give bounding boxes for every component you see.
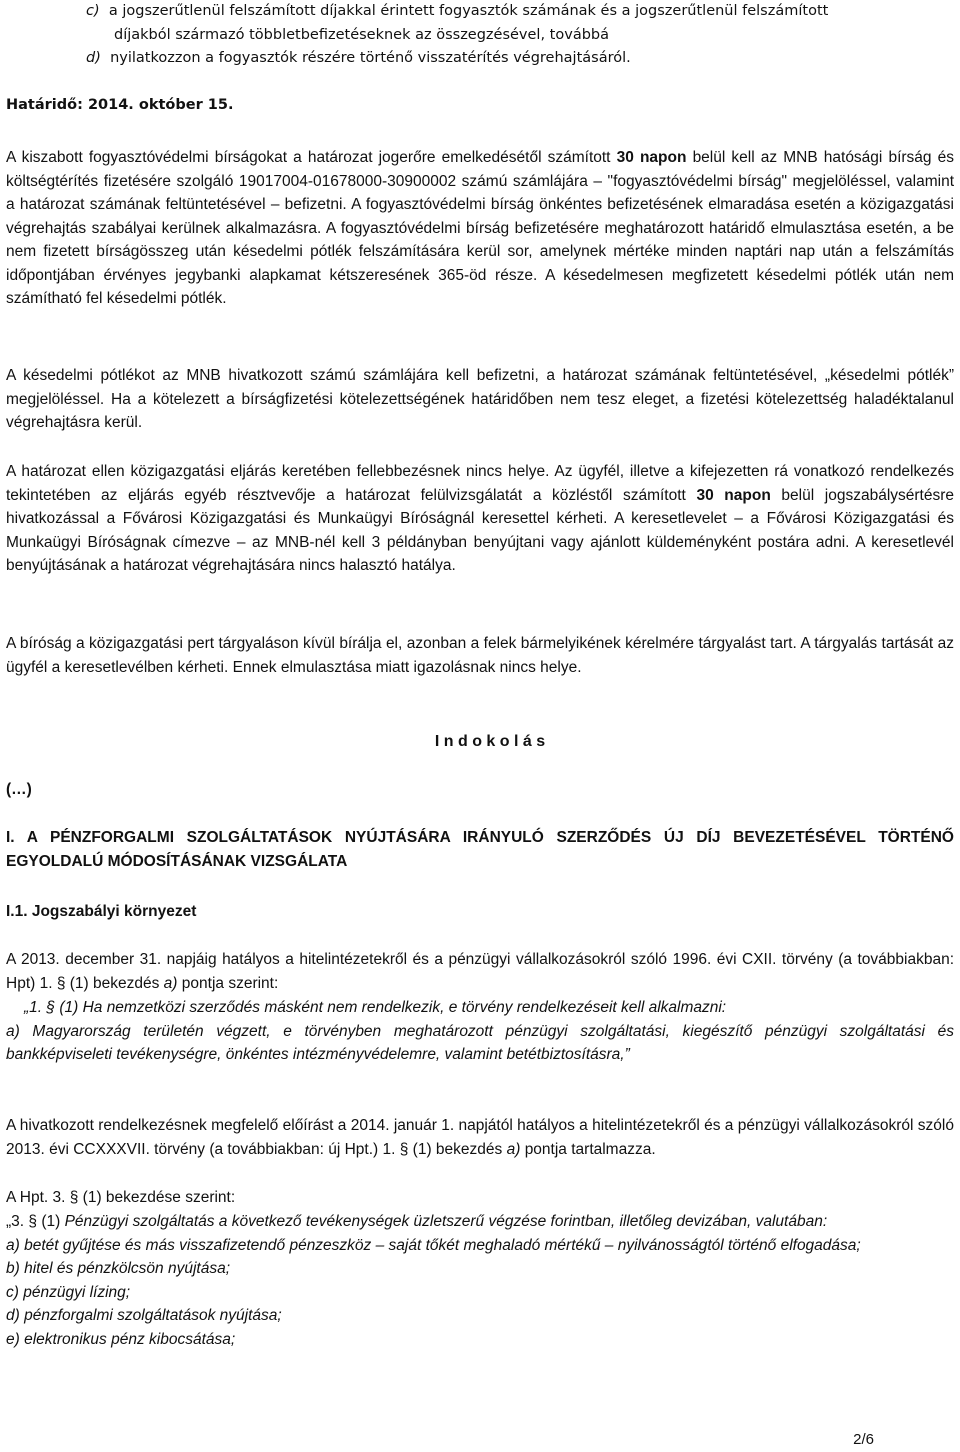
- item-label: c): [86, 3, 100, 19]
- item-text-cont: díjakból származó többletbefizetéseknek az összegzésével, továbbá: [114, 26, 609, 43]
- paragraph: A határozat ellen közigazgatási eljárás keretében fellebbezésnek nincs helye. Az ügyfél, illetve a kifejezetten rá vonatkozó rendelkezés tekintetében az eljárás egyéb résztvevője a határozat felülvizsgálatát a közléstől számított 30 napon belül jogszabálysértésre hivatkozással a Fővárosi Közigazgatási és Munkaügyi Bíróságnál keresettel kérheti. A keresetlevelet – a Fővárosi Közigazgatási és Munkaügyi Bíróságnak címezve – az MNB-nél kell 3 példányban benyújtani vagy ajánlott küldeményként postára adni. A keresetlevél benyújtásának a határozat végrehajtására nincs halasztó hatálya.: [6, 463, 955, 574]
- page-number: 2/6: [853, 1431, 874, 1448]
- paragraph: A kiszabott fogyasztóvédelmi bírságokat a határozat jogerőre emelkedésétől számított 30 napon belül kell az MNB hatósági bírság és költségtérítés fizetésére szolgáló 19017004-01678000-30900002 számú számlájára – "fogyasztóvédelmi bírság" megjelöléssel, valamint a határozat számának feltüntetésével – befizetni. A fogyasztóvédelmi bírság önkéntes befizetésének elmaradása esetén a közigazgatási végrehajtás szabályai kerülnek alkalmazásra. A fogyasztóvédelmi bírság befizetésére meghatározott határidő elmulasztása esetén, a be nem fizetett bírságösszeg után késedelmi pótlék felszámítására kerül sor, amelynek mértéke minden naptári nap után a felszámítás időpontjában érvényes jegybanki alapkamat kétszeresének 365-öd része. A késedelmesen megfizetett késedelmi pótlék után nem számítható fel késedelmi pótlék.: [6, 149, 955, 307]
- list-item: b) hitel és pénzkölcsön nyújtása;: [6, 1260, 231, 1277]
- item-text: a jogszerűtlenül felszámított díjakkal érintett fogyasztók számának és a jogszerűtlenül felszámított: [108, 3, 829, 19]
- item-text: nyilatkozzon a fogyasztók részére történő visszatérítés végrehajtásáról.: [110, 50, 631, 66]
- list-item: a) betét gyűjtése és más visszafizetendő pénzeszköz – saját tőkét meghaladó mértékű – nyilvánosságtól történő elfogadása;: [6, 1236, 861, 1254]
- list-item-d: [86, 47, 954, 71]
- subsection-title: I.1. Jogszabályi környezet: [6, 903, 197, 920]
- list-item: d) pénzforgalmi szolgáltatások nyújtása;: [6, 1307, 282, 1324]
- quote-line: „3. § (1) Pénzügyi szolgáltatás a következő tevékenységek üzletszerű végzése forintban, illetőleg devizában, valutában:: [6, 1213, 828, 1230]
- indoklas-heading: I n d o k o l á s: [434, 733, 546, 750]
- section-title: I. A PÉNZFORGALMI SZOLGÁLTATÁSOK NYÚJTÁSÁRA IRÁNYULÓ SZERZŐDÉS ÚJ DÍJ BEVEZETÉSÉVEL TÖRTÉNŐ EGYOLDALÚ MÓDOSÍTÁSÁNAK VIZSGÁLATA: [6, 829, 954, 870]
- list-item-c: [86, 0, 954, 71]
- quote-line: a) Magyarország területén végzett, e törvényben meghatározott pénzügyi szolgáltatási, kiegészítő pénzügyi szolgáltatási és bankképviseleti tevékenységre, önkéntes intézményvédelemre, valamint betétbiztosításra,”: [6, 1022, 954, 1063]
- item-label: d): [86, 50, 101, 66]
- list-item: c) pénzügyi lízing;: [6, 1283, 131, 1301]
- quote-block: [6, 1210, 954, 1351]
- paragraph: A bíróság a közigazgatási pert tárgyaláson kívül bírálja el, azonban a felek bármelyikének kérelmére tárgyalást tart. A tárgyalás tartását az ügyfél a keresetlevélben kérheti. Ennek elmulasztása miatt igazolásnak nincs helye.: [6, 635, 954, 676]
- paragraph: A Hpt. 3. § (1) bekezdése szerint:: [6, 1189, 236, 1206]
- quote-line: „1. § (1) Ha nemzetközi szerződés másként nem rendelkezik, e törvény rendelkezéseit kell alkalmazni:: [24, 999, 727, 1016]
- paragraph: A késedelmi pótlékot az MNB hivatkozott számú számlájára kell befizetni, a határozat számának feltüntetésével, „késedelmi pótlék” megjelöléssel. Ha a kötelezett a bírságfizetési kötelezettségének határidőben nem tesz eleget, a fizetési kötelezettség haladéktalanul végrehajtásra kerül.: [6, 367, 954, 431]
- paragraph: A hivatkozott rendelkezésnek megfelelő előírást a 2014. január 1. napjától hatályos a hitelintézetekről és a pénzügyi vállalkozásokról szóló 2013. évi CCXXXVII. törvény (a továbbiakban: új Hpt.) 1. § (1) bekezdés a) pontja tartalmazza.: [6, 1117, 954, 1158]
- list-item: e) elektronikus pénz kibocsátása;: [6, 1330, 236, 1348]
- ellipsis: (…): [6, 781, 32, 798]
- deadline: Határidő: 2014. október 15.: [6, 97, 234, 113]
- paragraph: A 2013. december 31. napjáig hatályos a hitelintézetekről és a pénzügyi vállalkozásokról szóló 1996. évi CXII. törvény (a továbbiakban: Hpt) 1. § (1) bekezdés a) pontja szerint:: [6, 951, 954, 992]
- quote-block: [6, 996, 954, 1067]
